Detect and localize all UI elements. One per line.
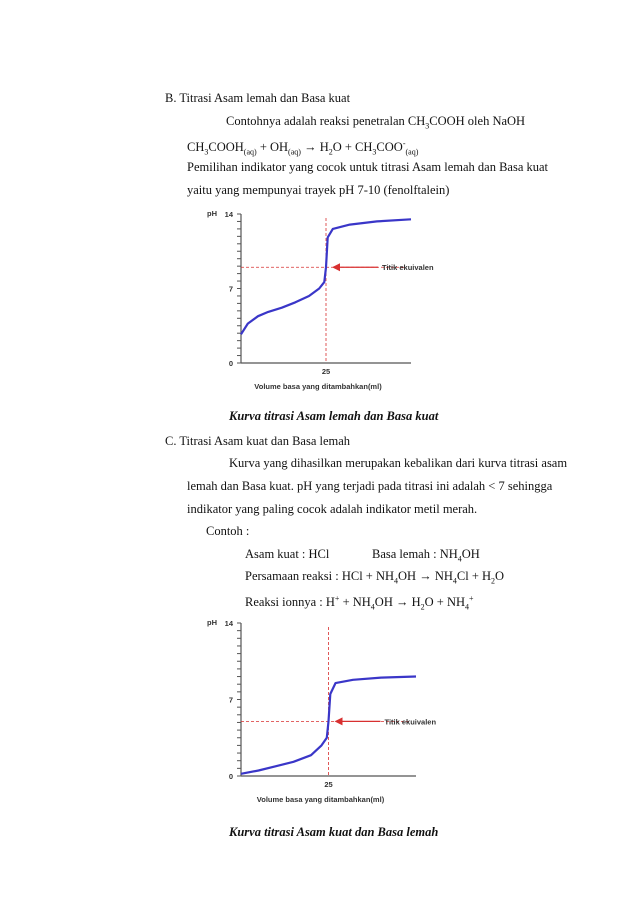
subscript: 2 <box>491 576 496 586</box>
subscript: 4 <box>370 602 375 612</box>
contoh-label: Contoh : <box>206 524 250 538</box>
x-axis-label: Volume basa yang ditambahkan(ml) <box>254 382 382 391</box>
asam-kuat: Asam kuat : HCl <box>245 547 330 561</box>
subscript: 4 <box>465 602 470 612</box>
annotation-label: Titik ekuivalen <box>382 263 434 273</box>
example-intro-end: COOH oleh NaOH <box>429 114 526 128</box>
section-c-para-l1: Kurva yang dihasilkan merupakan kebalikan dari kurva titrasi asam <box>229 456 568 470</box>
y-tick-label: 7 <box>228 284 233 294</box>
y-tick-label: 14 <box>224 619 233 628</box>
reaksi-text: O + NH <box>424 595 466 610</box>
eq-part: CH <box>187 140 205 155</box>
section-b-line2: yaitu yang mempunyai trayek pH 7-10 (fenolftalein) <box>187 183 450 197</box>
annotation-arrow-head <box>335 717 343 725</box>
section-b-line1: Pemilihan indikator yang cocok untuk titrasi Asam lemah dan Basa kuat <box>187 160 549 174</box>
y-axis-label: pH <box>207 209 217 218</box>
persamaan-text: Cl + H <box>456 569 492 583</box>
eq-sub: 2 <box>328 147 333 157</box>
subscript: 4 <box>452 576 457 586</box>
section-c-para-l2: lemah dan Basa kuat. pH yang terjadi pada titrasi ini adalah < 7 sehingga <box>187 479 553 493</box>
superscript: + <box>469 594 474 603</box>
subscript: 3 <box>425 121 430 131</box>
persamaan-reaksi <box>245 568 504 590</box>
reaksi-text: + NH <box>339 595 371 610</box>
annotation-label: Titik ekuivalen <box>384 717 437 727</box>
eq-part: → H <box>300 140 329 155</box>
caption-b: Kurva titrasi Asam lemah dan Basa kuat <box>229 409 439 423</box>
eq-sup: - <box>402 139 406 148</box>
eq-sub: 3 <box>372 147 377 157</box>
eq-part: + OH <box>256 140 289 155</box>
persamaan-text: OH → NH <box>398 569 453 583</box>
subscript: 2 <box>420 602 425 612</box>
basa-lemah <box>372 546 480 568</box>
eq-part: COO <box>376 140 403 155</box>
y-tick-label: 0 <box>228 772 233 781</box>
eq-sub: (aq) <box>288 147 301 157</box>
y-tick-label: 0 <box>228 359 233 368</box>
annotation-arrow-head <box>332 263 340 271</box>
section-b-example <box>226 113 525 135</box>
subscript: 4 <box>457 554 462 564</box>
reaksi-text: OH → H <box>374 595 421 610</box>
y-tick-label: 14 <box>224 210 233 219</box>
reaksi-text: Reaksi ionnya : H <box>245 595 335 610</box>
section-c-heading: C. Titrasi Asam kuat dan Basa lemah <box>165 434 351 448</box>
eq-sub: (aq) <box>243 147 257 157</box>
basa-lemah-text: Basa lemah : NH <box>372 547 458 561</box>
basa-lemah-end: OH <box>461 547 480 561</box>
titration-chart-strong-acid <box>206 613 506 813</box>
eq-sub: (aq) <box>405 147 419 157</box>
caption-c: Kurva titrasi Asam kuat dan Basa lemah <box>229 825 439 839</box>
titration-curve <box>241 219 411 334</box>
eq-sub: 3 <box>204 147 209 157</box>
section-b-equation <box>187 136 418 161</box>
eq-part: COOH <box>208 140 244 155</box>
section-b-heading: B. Titrasi Asam lemah dan Basa kuat <box>165 91 351 105</box>
superscript: + <box>334 594 340 603</box>
x-tick-label: 25 <box>324 780 333 789</box>
y-tick-label: 7 <box>228 695 233 705</box>
x-tick-label: 25 <box>321 367 331 376</box>
persamaan-text: O <box>495 569 505 583</box>
reaksi-ionnya <box>245 591 474 616</box>
subscript: 4 <box>394 576 399 586</box>
y-axis-label: pH <box>207 618 217 627</box>
persamaan-text: Persamaan reaksi : HCl + NH <box>245 569 395 583</box>
eq-part: O + CH <box>332 140 373 155</box>
titration-chart-weak-acid <box>206 205 506 395</box>
x-axis-label: Volume basa yang ditambahkan(ml) <box>256 795 385 804</box>
example-intro: Contohnya adalah reaksi penetralan CH <box>226 114 426 128</box>
section-c-para-l3: indikator yang paling cocok adalah indikator metil merah. <box>187 502 478 516</box>
